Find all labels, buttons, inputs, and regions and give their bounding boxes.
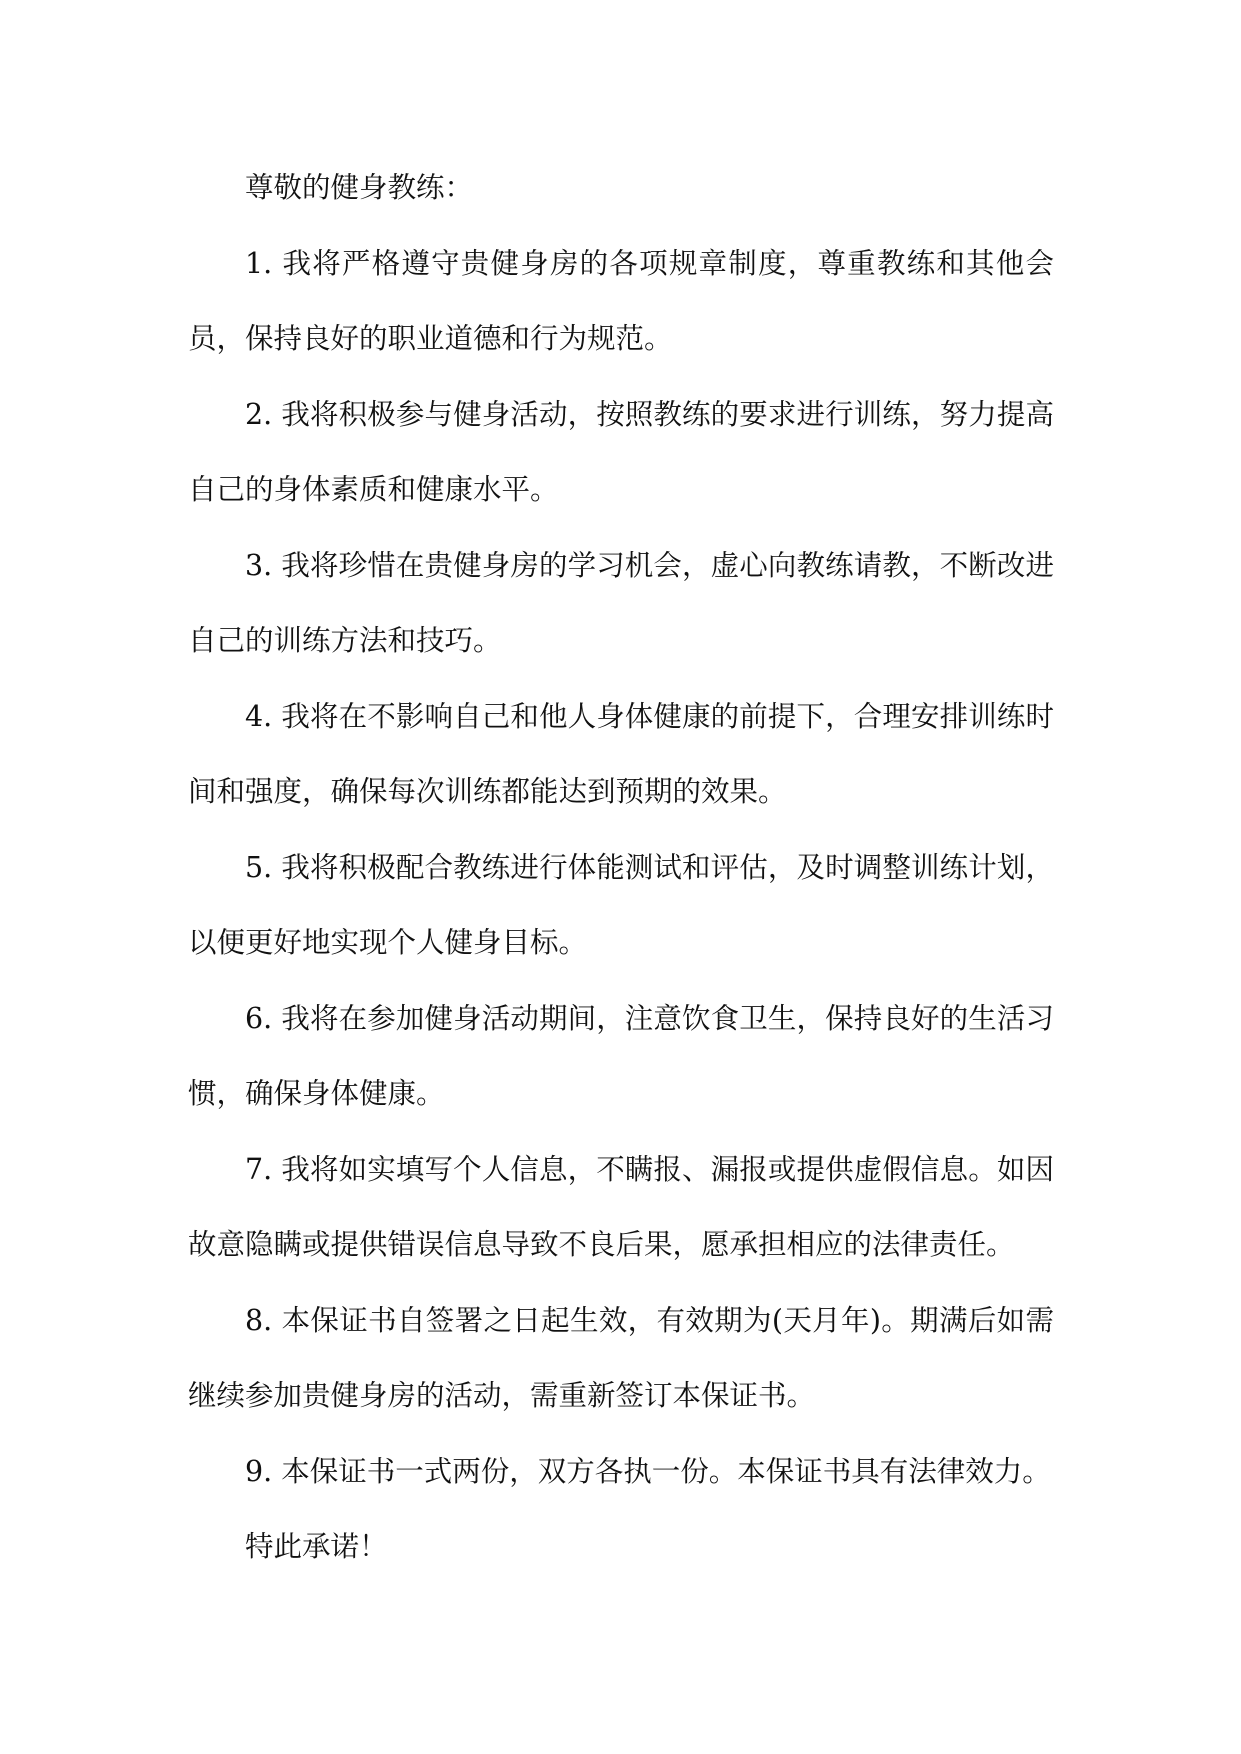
item-3: 3. 我将珍惜在贵健身房的学习机会，虚心向教练请教，不断改进自己的训练方法和技巧。: [188, 548, 1054, 657]
item-1: 1. 我将严格遵守贵健身房的各项规章制度，尊重教练和其他会员，保持良好的职业道德和行为规范。: [188, 246, 1054, 355]
item-7: 7. 我将如实填写个人信息，不瞒报、漏报或提供虚假信息。如因故意隐瞒或提供错误信息导致不良后果，愿承担相应的法律责任。: [188, 1152, 1054, 1261]
salutation: 尊敬的健身教练：: [245, 171, 474, 204]
item-5: 5. 我将积极配合教练进行体能测试和评估，及时调整训练计划，以便更好地实现个人健身目标。: [188, 850, 1054, 959]
item-6: 6. 我将在参加健身活动期间，注意饮食卫生，保持良好的生活习惯，确保身体健康。: [188, 1001, 1054, 1110]
closing: 特此承诺！: [245, 1530, 388, 1563]
document-body: [188, 150, 1054, 1585]
item-8: 8. 本保证书自签署之日起生效，有效期为(天月年)。期满后如需继续参加贵健身房的活动，需重新签订本保证书。: [188, 1303, 1054, 1412]
item-9: 9. 本保证书一式两份，双方各执一份。本保证书具有法律效力。: [245, 1454, 1051, 1488]
item-4: 4. 我将在不影响自己和他人身体健康的前提下，合理安排训练时间和强度，确保每次训练都能达到预期的效果。: [188, 699, 1054, 808]
item-2: 2. 我将积极参与健身活动，按照教练的要求进行训练，努力提高自己的身体素质和健康水平。: [188, 397, 1054, 506]
